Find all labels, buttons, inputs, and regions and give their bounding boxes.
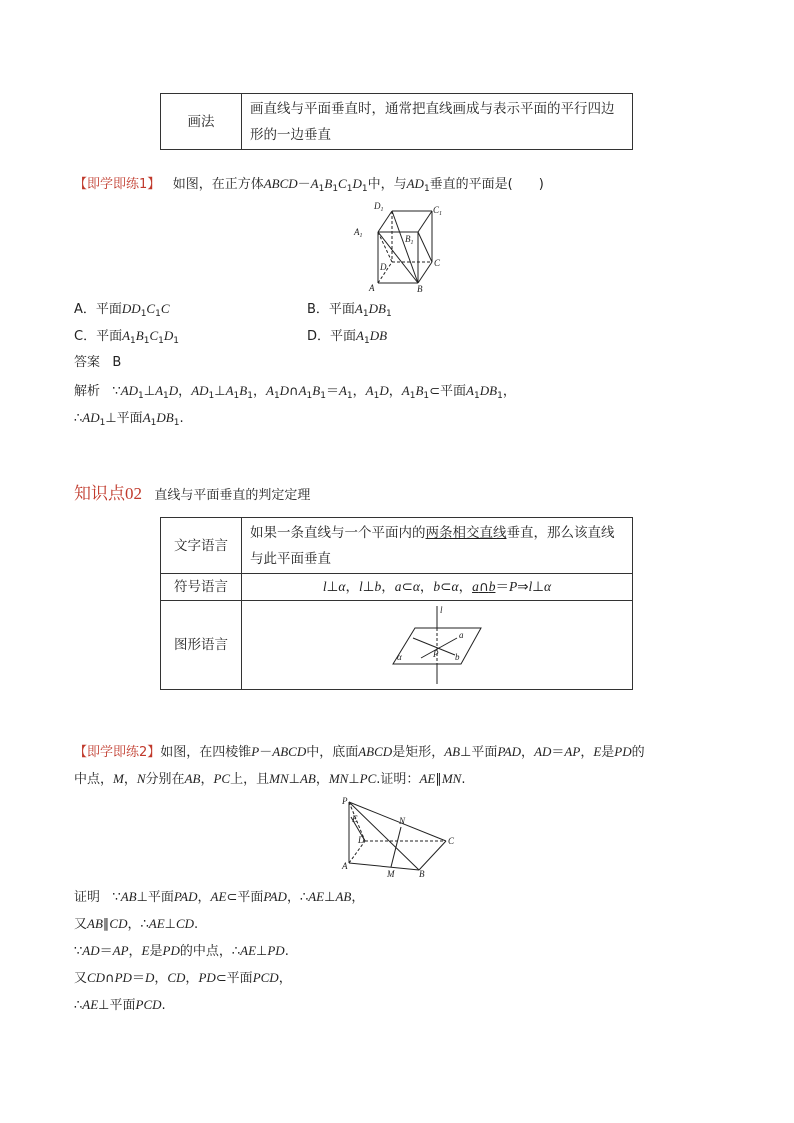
stem-text: 平面 xyxy=(471,745,498,760)
point-label: E xyxy=(352,814,358,824)
vertex-label: B xyxy=(419,869,425,879)
stem-text: 如图，在四棱锥 xyxy=(160,745,252,760)
vertex-label: $D_1$ xyxy=(374,201,384,213)
vertex-label: C xyxy=(448,836,455,846)
option-label: D．平面 xyxy=(307,329,357,344)
vertex-label: A xyxy=(369,283,375,293)
vertex-label: C xyxy=(434,258,441,268)
cell-text: 与此平面垂直 xyxy=(250,550,331,567)
line-label: l xyxy=(440,605,443,615)
plane-label: α xyxy=(397,652,402,662)
symbol-language-cell: l⊥α，l⊥b，a⊂α，b⊂α，a∩b＝P⇒l⊥α xyxy=(242,574,633,601)
analysis-label: 解析 xyxy=(74,384,101,399)
proof-line-2: 又AB∥CD，∴AE⊥CD. xyxy=(74,916,199,932)
table-label: 文字语言 xyxy=(161,518,242,574)
exercise-tag: 【即学即练1】 xyxy=(74,177,161,192)
exercise-1-stem: 【即学即练1】 如图，在正方体$ABCD-A_1B_1C_1D_1$中，与$AD_1$垂直的平面是( ) xyxy=(74,176,544,194)
exercise-2-stem-line-1: 【即学即练2】如图，在四棱锥P－ABCD中，底面ABCD是矩形，AB⊥平面PAD，AD＝AP，E是PD的 xyxy=(74,744,645,760)
table-label: 符号语言 xyxy=(161,574,242,601)
proof-line-4: 又CD∩PD＝D，CD，PD⊂平面PCD， xyxy=(74,970,292,986)
option-b[interactable]: B．平面$A_1DB_1$ xyxy=(307,301,392,319)
table-content-line: 形的一边垂直 xyxy=(250,126,331,143)
stem-text: .证明： xyxy=(376,772,420,787)
stem-text: 分别在 xyxy=(145,772,185,787)
section-title: 直线与平面垂直的判定定理 xyxy=(154,488,311,503)
option-d[interactable]: D．平面$A_1DB$ xyxy=(307,328,388,346)
plane-perpendicular-figure xyxy=(387,602,487,688)
option-c[interactable]: C．平面$A_1B_1C_1D_1$ xyxy=(74,328,179,346)
exercise-tag: 【即学即练2】 xyxy=(74,745,161,760)
point-label: M xyxy=(387,869,395,879)
section-number: 知识点02 xyxy=(74,484,142,503)
option-label: B．平面 xyxy=(307,302,355,317)
option-a[interactable]: A．平面$DD_1C_1C$ xyxy=(74,301,170,319)
analysis-line-1: 解析 $\because AD_1\perp A_1D$，$AD_1\perp A_1B_1$，$A_1D\cap A_1B_1=A_1$，$A_1D$，$A_1B_1\subset$平面$A_1DB_1$， xyxy=(74,383,516,401)
section-heading xyxy=(74,485,310,505)
table-label: 图形语言 xyxy=(161,601,242,690)
point-label: P xyxy=(433,649,439,659)
figure-language-cell xyxy=(242,601,633,690)
answer-label: 答案 xyxy=(74,355,101,370)
table-content xyxy=(242,94,633,150)
stem-text: 垂直的平面是( ) xyxy=(429,177,544,192)
theorem-table xyxy=(160,517,633,690)
stem-text: 中，底面 xyxy=(306,745,359,760)
vertex-label: A xyxy=(342,861,348,871)
line-label: b xyxy=(455,652,460,662)
vertex-label: $A_1$ xyxy=(354,227,363,239)
line-label: a xyxy=(459,630,464,640)
proof-line-3: ∵AD＝AP，E是PD的中点，∴AE⊥PD. xyxy=(74,943,289,959)
stem-text: 的 xyxy=(631,745,645,760)
analysis-line-2: $\therefore AD_1\perp$平面$A_1DB_1$. xyxy=(74,410,184,428)
option-label: C．平面 xyxy=(74,329,123,344)
cell-text: 如果一条直线与一个平面内的 xyxy=(250,524,426,541)
proof-line-1: 证明 ∵AB⊥平面PAD，AE⊂平面PAD，∴AE⊥AB， xyxy=(74,889,365,905)
drawing-method-table xyxy=(160,93,633,150)
cell-text: 垂直，那么该直线 xyxy=(506,524,615,541)
text-language-cell xyxy=(242,518,633,574)
answer-line xyxy=(74,354,121,372)
stem-text: 中，与 xyxy=(367,177,407,192)
vertex-label: B xyxy=(417,284,423,294)
answer-value: B xyxy=(112,355,122,370)
stem-text: 是 xyxy=(601,745,615,760)
vertex-label: $C_1$ xyxy=(433,205,443,217)
vertex-label: P xyxy=(342,796,348,806)
stem-text: 是矩形， xyxy=(392,745,445,760)
point-label: N xyxy=(399,816,406,826)
cube-figure xyxy=(350,200,450,295)
pyramid-figure xyxy=(336,795,460,879)
exercise-2-stem-line-2: 中点，M，N分别在AB，PC上，且MN⊥AB，MN⊥PC.证明：AE∥MN. xyxy=(74,771,466,787)
stem-text: 上，且 xyxy=(230,772,270,787)
proof-label: 证明 xyxy=(74,890,101,905)
stem-text: 如图，在正方体 xyxy=(172,177,264,192)
option-label: A．平面 xyxy=(74,302,122,317)
table-content-line: 画直线与平面垂直时，通常把直线画成与表示平面的平行四边 xyxy=(250,100,615,117)
underlined-text: 两条相交直线 xyxy=(425,524,507,541)
table-label: 画法 xyxy=(161,94,242,150)
vertex-label: D xyxy=(358,835,365,845)
vertex-label: D xyxy=(380,262,387,272)
vertex-label: $B_1$ xyxy=(405,234,414,246)
proof-line-5: ∴AE⊥平面PCD. xyxy=(74,997,166,1013)
stem-text: 中点， xyxy=(74,772,114,787)
